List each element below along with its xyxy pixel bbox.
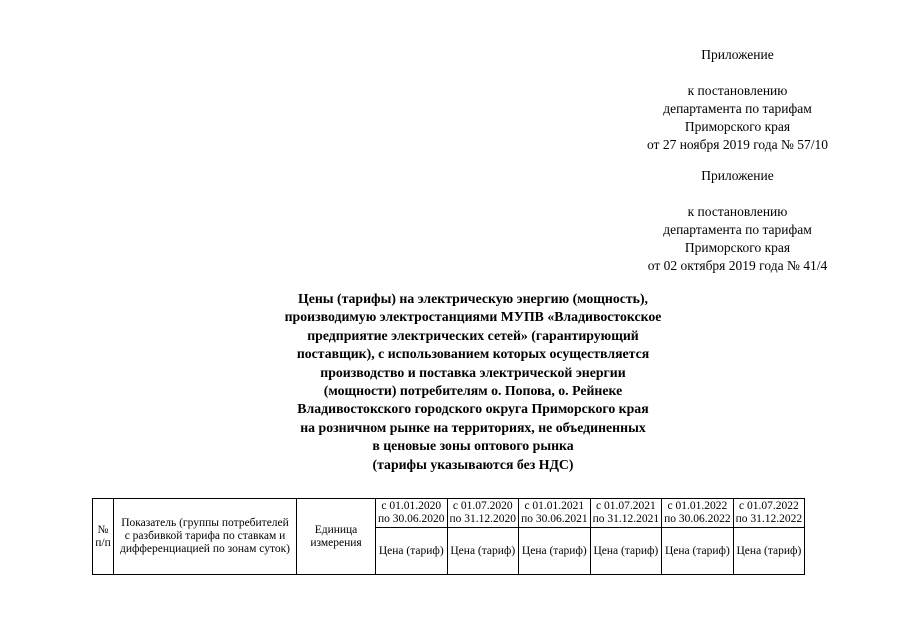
header-period [733,499,805,528]
header-price: Цена (тариф) [662,528,734,575]
appendix-line: департамента по тарифам [663,222,812,237]
header-period [590,499,662,528]
period-to: по 31.12.2020 [449,513,517,525]
header-price: Цена (тариф) [590,528,662,575]
period-from: с 01.01.2021 [524,500,585,512]
title-line: (мощности) потребителям о. Попова, о. Рейнеке [323,383,623,399]
appendix-title: Приложение [701,47,774,62]
header-price: Цена (тариф) [733,528,805,575]
title-line: Цены (тарифы) на электрическую энергию (мощность), [297,291,649,306]
title-line: на розничном рынке на территориях, не объединенных [300,419,646,435]
appendix-block-2 [600,167,875,275]
appendix-line: департамента по тарифам [663,101,812,116]
period-to: по 31.12.2022 [735,513,803,525]
header-period [519,499,591,528]
period-from: с 01.07.2021 [595,500,656,512]
title-line: производимую электростанциями МУПВ «Владивостокское [284,309,662,325]
appendix-line: Приморского края [684,119,791,134]
period-to: по 30.06.2020 [378,513,445,525]
header-price: Цена (тариф) [519,528,591,575]
title-line: поставщик), с использованием которых осуществляется [296,346,650,362]
period-from: с 01.07.2022 [739,500,799,512]
title-line: Владивостокского городского округа Приморского края [297,401,649,417]
table-header-row [93,499,805,528]
header-indicator: Показатель (группы потребителей с разбивкой тарифа по ставкам и дифференциацией по зонам суток) [114,499,297,575]
header-period [662,499,734,528]
appendix-block-1 [600,46,875,154]
appendix-line: к постановлению [687,83,788,98]
appendix-title: Приложение [701,168,774,183]
header-period [376,499,448,528]
header-period [447,499,519,528]
appendix-line: от 02 октября 2019 года № 41/4 [647,258,828,273]
header-price: Цена (тариф) [447,528,519,575]
header-unit: Единица измерения [297,499,376,575]
period-to: по 30.06.2021 [521,513,588,525]
title-line: в ценовые зоны оптового рынка [372,438,574,454]
title-line: (тарифы указываются без НДС) [372,456,574,472]
period-from: с 01.07.2020 [452,500,513,512]
tariff-table [92,498,805,575]
period-to: по 31.12.2021 [592,513,660,525]
period-to: по 30.06.2022 [664,513,731,525]
header-num: № п/п [93,499,114,575]
appendix-line: от 27 ноября 2019 года № 57/10 [646,137,829,152]
header-price: Цена (тариф) [376,528,448,575]
appendix-line: Приморского края [684,240,791,255]
title-line: производство и поставка электрической энергии [320,364,626,380]
title-line: предприятие электрических сетей» (гарантирующий [307,327,639,343]
document-title [223,290,723,474]
period-from: с 01.01.2022 [667,500,728,512]
period-from: с 01.01.2020 [381,500,442,512]
appendix-line: к постановлению [687,204,788,219]
